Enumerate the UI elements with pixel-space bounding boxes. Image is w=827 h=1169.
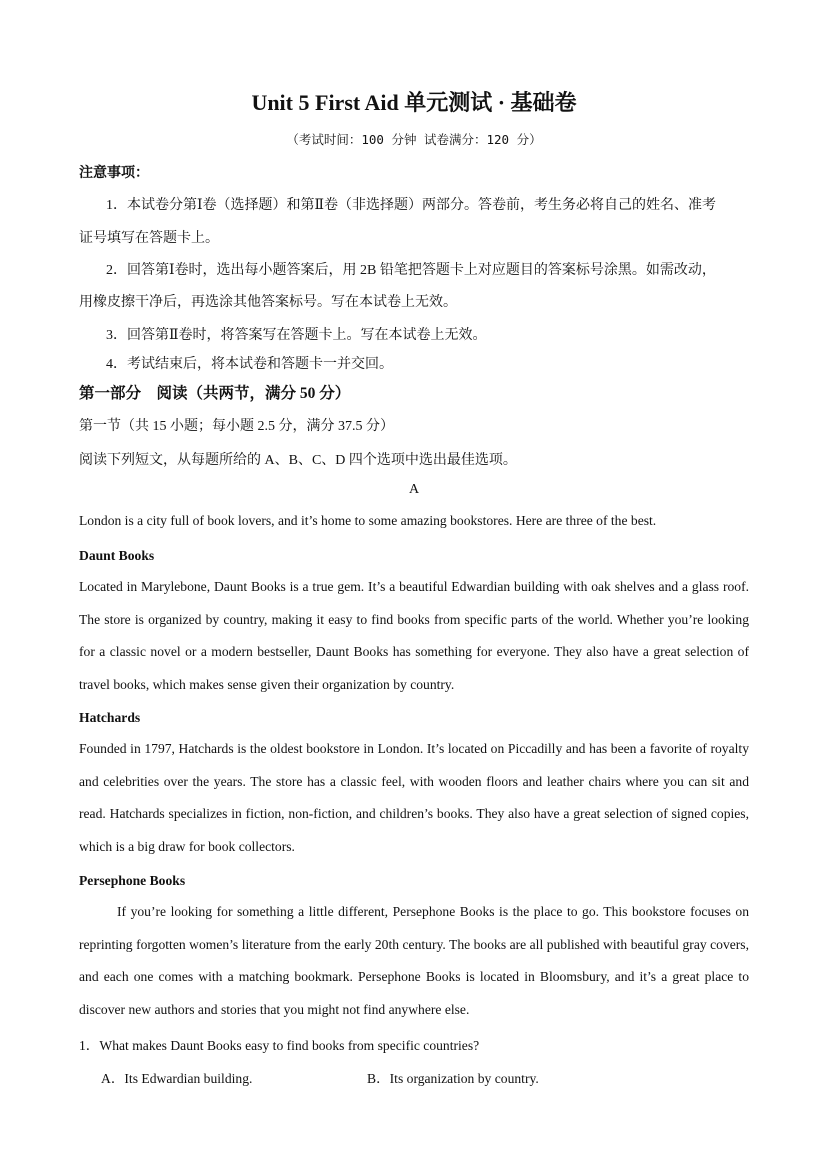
- question-1-option-a: A．Its Edwardian building.: [101, 1071, 253, 1086]
- question-1-stem: 1．What makes Daunt Books easy to find books from specific countries?: [79, 1038, 480, 1053]
- store-text-hatchards: Founded in 1797, Hatchards is the oldest bookstore in London. It’s located on Piccadilly and has been a favorite of royalty and celebrities over the years. The store has a classic feel, with wooden floors and leather chairs where you can sit and read. Hatchards specializes in fiction, non-fiction, and children’s books. They also have a great selection of signed copies, which is a big draw for book collectors.: [79, 741, 749, 854]
- passage-label: A: [408, 482, 420, 497]
- store-heading-hatchards: Hatchards: [79, 710, 141, 725]
- section1-info: 第一节（共 15 小题；每小题 2.5 分，满分 37.5 分）: [79, 419, 394, 434]
- page-title: Unit 5 First Aid 单元测试 · 基础卷: [251, 90, 577, 115]
- note-item-1-line-2: 证号填写在答题卡上。: [79, 231, 219, 246]
- store-heading-persephone: Persephone Books: [79, 873, 186, 888]
- note-item-2-line-2: 用橡皮擦干净后，再选涂其他答案标号。写在本试卷上无效。: [79, 295, 457, 310]
- store-text-persephone: If you’re looking for something a little different, Persephone Books is the place to go. This bookstore focuses on reprinting forgotten women’s literature from the early 20th century. The books are all published with beautiful gray covers, and each one comes with a matching bookmark. Persephone Books is located in Bloomsbury, and it’s a great place to discover new authors and stories that you might not find anywhere else.: [79, 904, 749, 1017]
- note-item-2-line-1: 2．回答第Ⅰ卷时，选出每小题答案后，用 2B 铅笔把答题卡上对应题目的答案标号涂黑。如需改动，: [106, 263, 716, 278]
- reading-instruction: 阅读下列短文，从每题所给的 A、B、C、D 四个选项中选出最佳选项。: [79, 453, 517, 468]
- question-1-option-b: B．Its organization by country.: [367, 1071, 539, 1086]
- store-text-daunt: Located in Marylebone, Daunt Books is a true gem. It’s a beautiful Edwardian building with oak shelves and a glass roof. The store is organized by country, making it easy to find books from specific parts of the world. Whether you’re looking for a classic novel or a modern bestseller, Daunt Books has something for everyone. They also have a great selection of travel books, which makes sense given their organization by country.: [79, 579, 749, 692]
- note-item-1-line-1: 1．本试卷分第Ⅰ卷（选择题）和第Ⅱ卷（非选择题）两部分。答卷前，考生务必将自己的姓名、准考: [106, 198, 717, 213]
- part1-heading: 第一部分 阅读（共两节，满分 50 分）: [79, 385, 351, 402]
- store-heading-daunt: Daunt Books: [79, 548, 155, 563]
- note-item-4: 4．考试结束后，将本试卷和答题卡一并交回。: [106, 357, 393, 372]
- note-item-3: 3．回答第Ⅱ卷时，将答案写在答题卡上。写在本试卷上无效。: [106, 328, 487, 343]
- passage-intro: London is a city full of book lovers, and it’s home to some amazing bookstores. Here are three of the best.: [79, 513, 657, 528]
- notes-heading: 注意事项：: [79, 166, 149, 181]
- exam-info: （考试时间：100 分钟 试卷满分：120 分）: [286, 132, 542, 147]
